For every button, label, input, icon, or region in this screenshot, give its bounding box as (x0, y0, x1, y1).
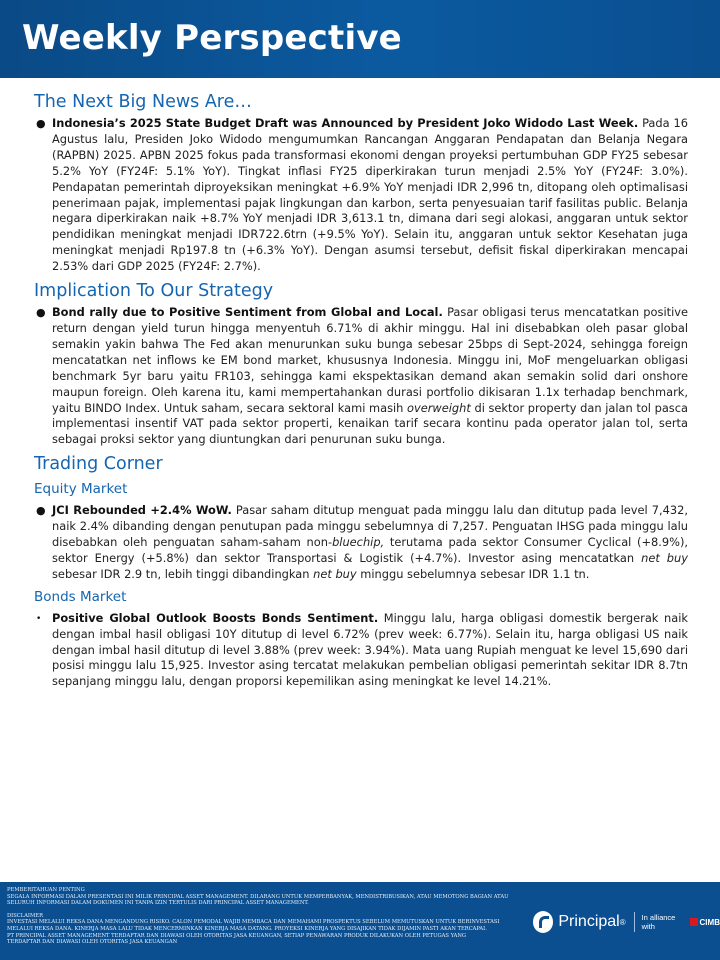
bullet-equity (34, 503, 688, 583)
disclaimer-line: MELALUI REKSA DANA. KINERJA MASA LALU TIDAK MENCERMINKAN KINERJA MASA DATANG. PROYEKSI KINERJA YANG DISAJIKAN TIDAK DIJAMIN PASTI AKAN TERCAPAI. (7, 925, 487, 932)
page-title: Weekly Perspective (22, 18, 402, 58)
section-heading-trading-corner: Trading Corner (34, 454, 163, 475)
cimb-logo-icon (690, 918, 697, 926)
brand-lockup (533, 905, 720, 939)
subheading-equity-market: Equity Market (34, 481, 128, 498)
section-heading-next-big-news: The Next Big News Are… (34, 92, 252, 112)
bullet-dot-icon: ● (36, 306, 46, 320)
brand-mark: ® (619, 917, 626, 927)
disclaimer-line: PT PRINCIPAL ASSET MANAGEMENT TERDAFTAR DAN DIAWASI OLEH OTORITAS JASA KEUANGAN, SETIAP PENAWARAN PRODUK DILAKUKAN OLEH PETUGAS YANG (7, 932, 467, 939)
notice-line: SELURUH INFORMASI DALAM DOKUMEN INI TANPA IZIN TERTULIS DARI PRINCIPAL ASSET MANAGEMENT. (7, 900, 309, 907)
bullet-italic: net buy (313, 566, 357, 581)
section-heading-implication: Implication To Our Strategy (34, 281, 274, 302)
bullet-lead: JCI Rebounded +2.4% WoW. (52, 503, 232, 518)
principal-logo-icon (533, 911, 553, 933)
bullet-italic: net buy (641, 550, 688, 565)
brand-name: Principal (558, 913, 620, 930)
bullet-dot-icon: ● (36, 504, 46, 518)
bullet-implication (34, 305, 688, 448)
bullet-dot-icon: • (36, 613, 42, 624)
bullet-lead: Positive Global Outlook Boosts Bonds Sentiment. (52, 610, 379, 625)
bullet-lead: Bond rally due to Positive Sentiment from Global and Local. (52, 305, 443, 320)
bullet-text: Pasar saham ditutup menguat pada minggu lalu dan ditutup pada level 7,432, naik 2.4% dibanding dengan penutupan pada minggu sebelumnya di 7,257. Penguatan IHSG pada minggu lalu disebabkan oleh penguatan saham-saham non- (52, 503, 688, 550)
bullet-text: Minggu lalu, harga obligasi domestik bergerak naik dengan imbal hasil obligasi 10Y ditutup di level 6.72% (prev week: 6.77%). Selain itu, harga obligasi US naik dengan imbal hasil ditutup di level 3.88% (prev week: 3.94%). Mata uang Rupiah menguat ke level 15,690 dari posisi minggu lalu 15,925. Investor asing tercatat melakukan pembelian obligasi pemerintah sekitar IDR 8.7tn sepanjang minggu lalu, dengan proporsi kepemilikan asing meningkat ke level 14.21%. (52, 610, 688, 689)
disclaimer-title: DISCLAIMER (7, 912, 43, 919)
bullet-text: Pasar obligasi terus mencatatkan positive return dengan yield turun hingga menyentuh 6.71% di akhir minggu. Hal ini disebabkan oleh pasar global semakin yakin bahwa The Fed akan menurunkan suku bunga sebesar 25bps di Sept-2024, sehingga foreign mencatatkan net inflows ke EM bond market, khususnya Indonesia. Minggu ini, MoF mengeluarkan obligasi benchmark 5yr baru yaitu FR103, sehingga kami ekspektasikan demand akan semakin solid dari onshore maupun foreign. Oleh karena itu, kami mempertahankan durasi portfolio dikisaran 1.1x terhadap benchmark, yaitu BINDO Index. Untuk saham, secara sektoral kami masih (52, 305, 688, 415)
bullet-dot-icon: ● (36, 117, 46, 130)
header-banner (0, 0, 720, 78)
subheading-bonds-market: Bonds Market (34, 588, 127, 605)
bullet-text: Pada 16 Agustus lalu, Presiden Joko Widodo mengumumkan Rancangan Anggaran Pendapatan dan Belanja Negara (RAPBN) 2025. APBN 2025 fokus pada transformasi ekonomi dengan proyeksi pertumbuhan GDP FY25 sebesar 5.2% YoY (FY24F: 5.1% YoY). Tingkat inflasi FY25 diperkirakan turun menjadi 2.5% YoY (FY24F: 3.0%). Pendapatan pemerintah diproyeksikan meningkat +6.9% YoY menjadi IDR 2,996 tn, ditopang oleh optimalisasi penerimaan pajak, implementasi pajak lingkungan dan karbon, serta penyesuaian tarif fasilitas public. Belanja negara diperkirakan naik +8.7% YoY menjadi IDR 3,613.1 tn, dimana dari segi alokasi, anggaran untuk sektor pendidikan meningkat menjadi IDR722.6trn (+9.5% YoY). Selain itu, anggaran untuk sektor Kesehatan juga meningkat menjadi Rp197.8 tn (+6.3% YoY). Dengan asumsi tersebut, defisit fiskal diperkirakan mencapai 2.53% dari GDP 2025 (FY24F: 2.7%). (52, 116, 688, 274)
bullet-italic: overweight (407, 400, 471, 415)
disclaimer-line: INVESTASI MELALUI REKSA DANA MENGANDUNG RISIKO. CALON PEMODAL WAJIB MEMBACA DAN MEMAHAMI PROSPEKTUS SEBELUM MEMUTUSKAN UNTUK BERINVESTASI (7, 919, 500, 926)
main-content (34, 88, 688, 690)
footer-legal-text (7, 887, 527, 946)
bullet-lead: Indonesia’s 2025 State Budget Draft was Announced by President Joko Widodo Last Week. (52, 116, 639, 130)
bullet-text: minggu sebelumnya sebesar IDR 1.1 tn. (356, 566, 590, 581)
bullet-bonds (34, 611, 688, 691)
bullet-text: di sektor property dan jalan tol pasca implementasi insentif VAT pada sektor properti, kenaikan tarif secara kontinu pada operator jalan tol, serta sebagai proksi sektor yang diuntungkan dari penurunan suku bunga. (52, 400, 688, 447)
partner-name: CIMB (699, 917, 720, 927)
disclaimer-line: TERDAFTAR DAN DIAWASI OLEH OTORITAS JASA KEUANGAN (7, 939, 178, 946)
bullet-next-big-news (34, 116, 688, 275)
bullet-italic: bluechip, (332, 535, 385, 550)
notice-line: SEGALA INFORMASI DALAM PRESENTASI INI MILIK PRINCIPAL ASSET MANAGEMENT. DILARANG UNTUK MEMPERBANYAK, MENDISTRIBUSIKAN, ATAU MEMOTONG BAGIAN ATAU (7, 893, 509, 900)
bullet-text: terutama pada sektor Consumer Cyclical (+8.9%), sektor Energy (+5.8%) dan sektor Transportasi & Logistik (+4.7%). Investor asing mencatatkan (52, 535, 689, 565)
alliance-text: In alliance with (641, 913, 676, 931)
notice-title: PEMBERITAHUAN PENTING (7, 887, 85, 893)
bullet-text: sebesar IDR 2.9 tn, lebih tinggi dibandingkan (52, 566, 314, 581)
brand-divider (634, 912, 635, 932)
